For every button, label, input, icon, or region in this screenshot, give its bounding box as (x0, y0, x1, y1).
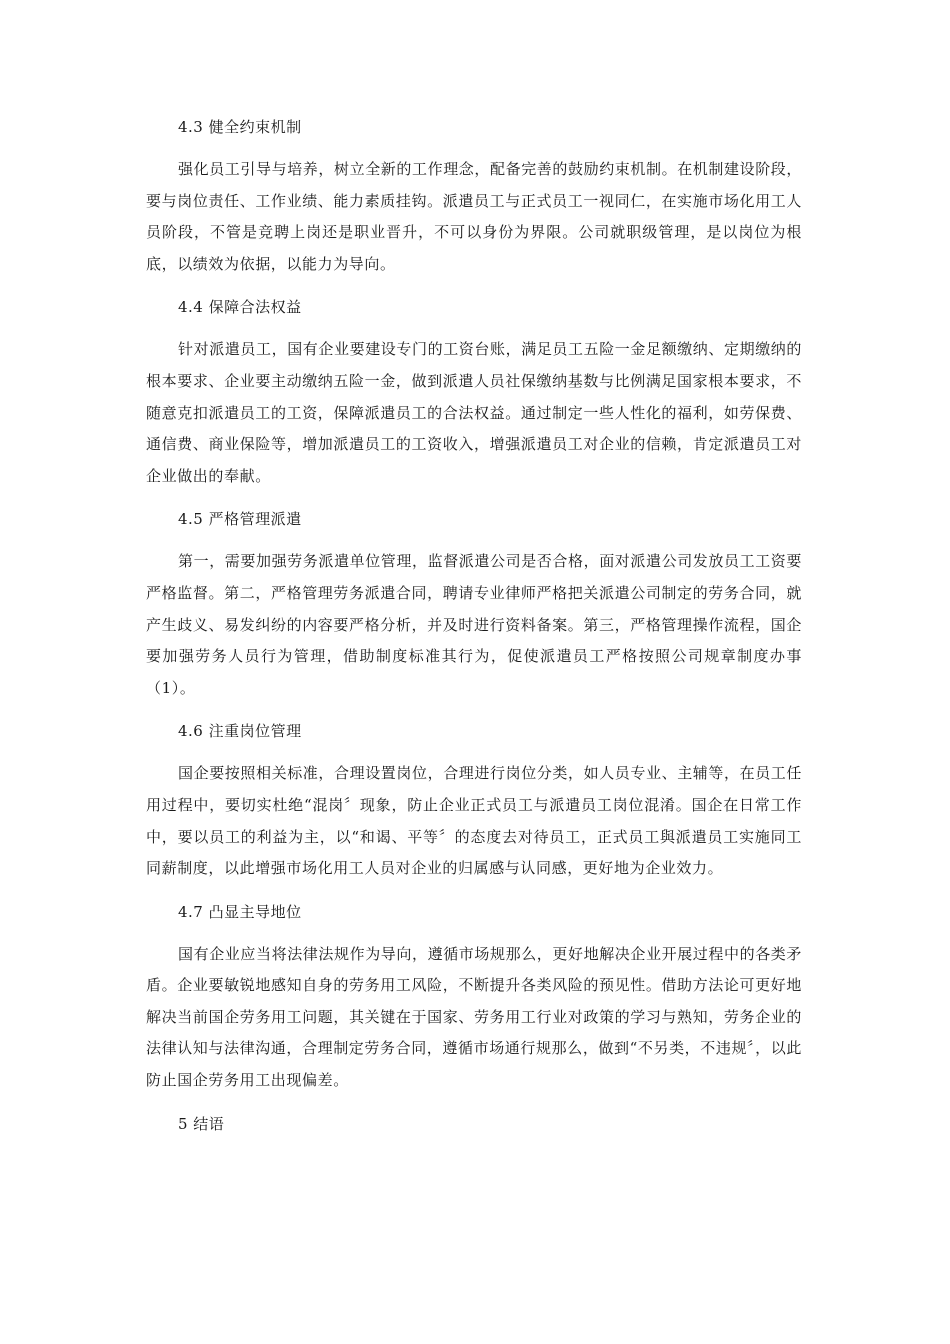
section-heading: 4.3 健全约束机制 (178, 118, 302, 136)
section-paragraph: 强化员工引导与培养，树立全新的工作理念，配备完善的鼓励约束机制。在机制建设阶段，要与岗位责任、工作业绩、能力素质挂钩。派遣员工与正式员工一视同仁，在实施市场化用工人员阶段，不管是竞聘上岗还是职业晋升，不可以身份为界限。公司就职级管理，是以岗位为根底，以绩效为依据，以能力为导向。 (146, 160, 803, 273)
section-4-4 (146, 292, 802, 492)
section-heading: 4.7 凸显主导地位 (178, 902, 302, 921)
section-heading: 5 结语 (178, 1114, 225, 1133)
section-paragraph: 第一，需要加强劳务派遣单位管理，监督派遣公司是否合格，面对派遣公司发放员工工资要严格监督。第二，严格管理劳务派遣合同，聘请专业律师严格把关派遣公司制定的劳务合同，就产生歧义、易发纠纷的内容要严格分析，并及时进行资料备案。第三，严格管理操作流程，国企要加强劳务人员行为管理，借助制度标准其行为，促使派遣员工严格按照公司规章制度办事（1）。 (146, 552, 803, 697)
section-paragraph: 针对派遣员工，国有企业要建设专门的工资台账，满足员工五险一金足额缴纳、定期缴纳的根本要求、企业要主动缴纳五险一金，做到派遣人员社保缴纳基数与比例满足国家根本要求，不随意克扣派遣员工的工资，保障派遣员工的合法权益。通过制定一些人性化的福利，如劳保费、通信费、商业保险等，增加派遣员工的工资收入，增强派遣员工对企业的信赖，肯定派遣员工对企业做出的奉献。 (146, 340, 803, 485)
section-4-7 (146, 897, 802, 1097)
section-paragraph: 国有企业应当将法律法规作为导向，遵循市场规那么，更好地解决企业开展过程中的各类矛盾。企业要敏锐地感知自身的劳务用工风险，不断提升各类风险的预见性。借助方法论可更好地解决当前国企劳务用工问题，其关键在于国家、劳务用工行业对政策的学习与熟知，劳务企业的法律认知与法律沟通，合理制定劳务合同，遵循市场通行规那么，做到“不另类，不违规〞，以此防止国企劳务用工出现偏差。 (146, 944, 803, 1090)
section-4-3 (146, 112, 802, 280)
section-heading: 4.6 注重岗位管理 (178, 722, 302, 741)
section-4-5 (146, 504, 802, 704)
section-5 (146, 1109, 802, 1139)
section-paragraph: 国企要按照相关标准，合理设置岗位，合理进行岗位分类，如人员专业、主辅等，在员工任用过程中，要切实杜绝“混岗〞现象，防止企业正式员工与派遣员工岗位混淆。国企在日常工作中，要以员工的利益为主，以“和谒、平等〞的态度去对待员工，正式员工與派遣员工实施同工同薪制度，以此增强市场化用工人员对企业的归属感与认同感，更好地为企业效力。 (146, 764, 803, 878)
section-4-6 (146, 716, 802, 884)
section-heading: 4.5 严格管理派遣 (178, 510, 302, 529)
section-heading: 4.4 保障合法权益 (178, 298, 302, 317)
